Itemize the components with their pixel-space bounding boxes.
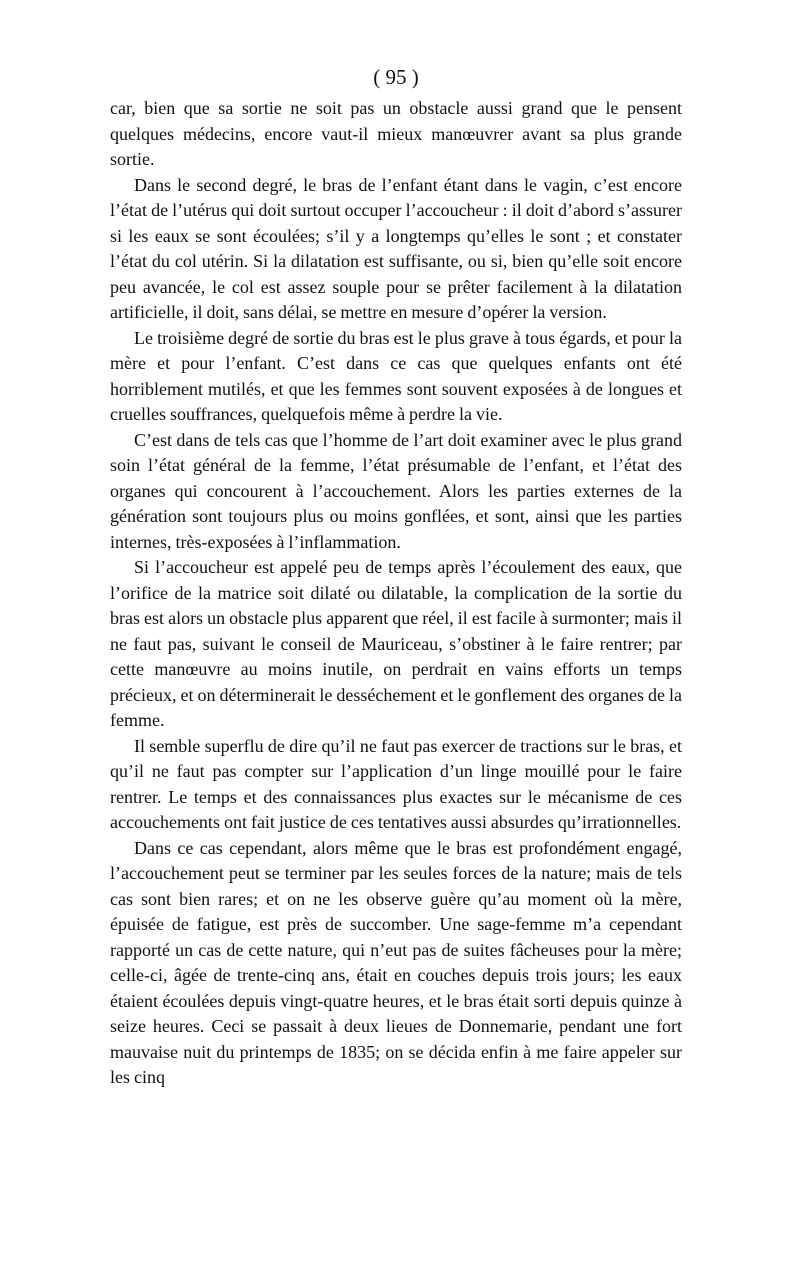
book-page — [110, 64, 682, 1091]
page-number: ( 95 ) — [373, 65, 419, 89]
paragraph-third-degree: Le troisième degré de sortie du bras est le plus grave à tous égards, et pour la mère et pour l’enfant. C’est dans ce cas que quelques enfants ont été horriblement mutilés, et que les femmes sont souvent exposées à de longues et cruelles souffrances, quelquefois même à perdre la vie. — [110, 327, 682, 424]
paragraph-tractions: Il semble superflu de dire qu’il ne faut pas exercer de tractions sur le bras, et qu’il ne faut pas compter sur l’application d’un linge mouillé pour le faire rentrer. Le temps et des connaissances plus exactes sur le mécanisme de ces accouchements ont fait justice de ces tentatives aussi absurdes qu’irrationnelles. — [110, 735, 682, 832]
paragraph-early-call: Si l’accoucheur est appelé peu de temps après l’écoulement des eaux, que l’orifice de la matrice soit dilaté ou dilatable, la complication de la sortie du bras est alors un obstacle plus apparent que réel, il est facile à surmonter; mais il ne faut pas, suivant le conseil de Mauriceau, s’obstiner à le faire rentrer; par cette manœuvre au moins inutile, on perdrait en vains efforts un temps précieux, et on déterminerait le desséchement et le gonflement des organes de la femme. — [110, 557, 682, 730]
paragraph-second-degree: Dans le second degré, le bras de l’enfant étant dans le vagin, c’est encore l’état de l’utérus qui doit surtout occuper l’accoucheur : il doit d’abord s’assurer si les eaux se sont écoulées; s’il y a longtemps qu’elles le sont ; et constater l’état du col utérin. Si la dilatation est suffisante, ou si, bien qu’elle soit encore peu avancée, le col est assez souple pour se prêter facilement à la dilatation artificielle, il doit, sans délai, se mettre en mesure d’opérer la version. — [110, 174, 682, 322]
paragraph-natural-delivery: Dans ce cas cependant, alors même que le bras est profondément engagé, l’accouchement peut se terminer par les seules forces de la nature; mais de tels cas sont bien rares; et on ne les observe guère qu’au moment où la mère, épuisée de fatigue, est près de succomber. Une sage-femme m’a cependant rapporté un cas de cette nature, qui n’eut pas de suites fâcheuses pour la mère; celle-ci, âgée de trente-cinq ans, était en couches depuis trois jours; les eaux étaient écoulées depuis vingt-quatre heures, et le bras était sorti depuis quinze à seize heures. Ceci se passait à deux lieues de Donnemarie, pendant une fort mauvaise nuit du printemps de 1835; on se décida enfin à me faire appeler sur les cinq — [110, 837, 682, 1087]
paragraph-continuation: car, bien que sa sortie ne soit pas un obstacle aussi grand que le pensent quelques médecins, encore vaut-il mieux manœuvrer avant sa plus grande sortie. — [110, 98, 682, 169]
paragraph-examination: C’est dans de tels cas que l’homme de l’art doit examiner avec le plus grand soin l’état général de la femme, l’état présumable de l’enfant, et l’état des organes qui concourent à l’accouchement. Alors les parties externes de la génération sont toujours plus ou moins gonflées, et sont, ainsi que les parties internes, très-exposées à l’inflammation. — [110, 429, 682, 552]
